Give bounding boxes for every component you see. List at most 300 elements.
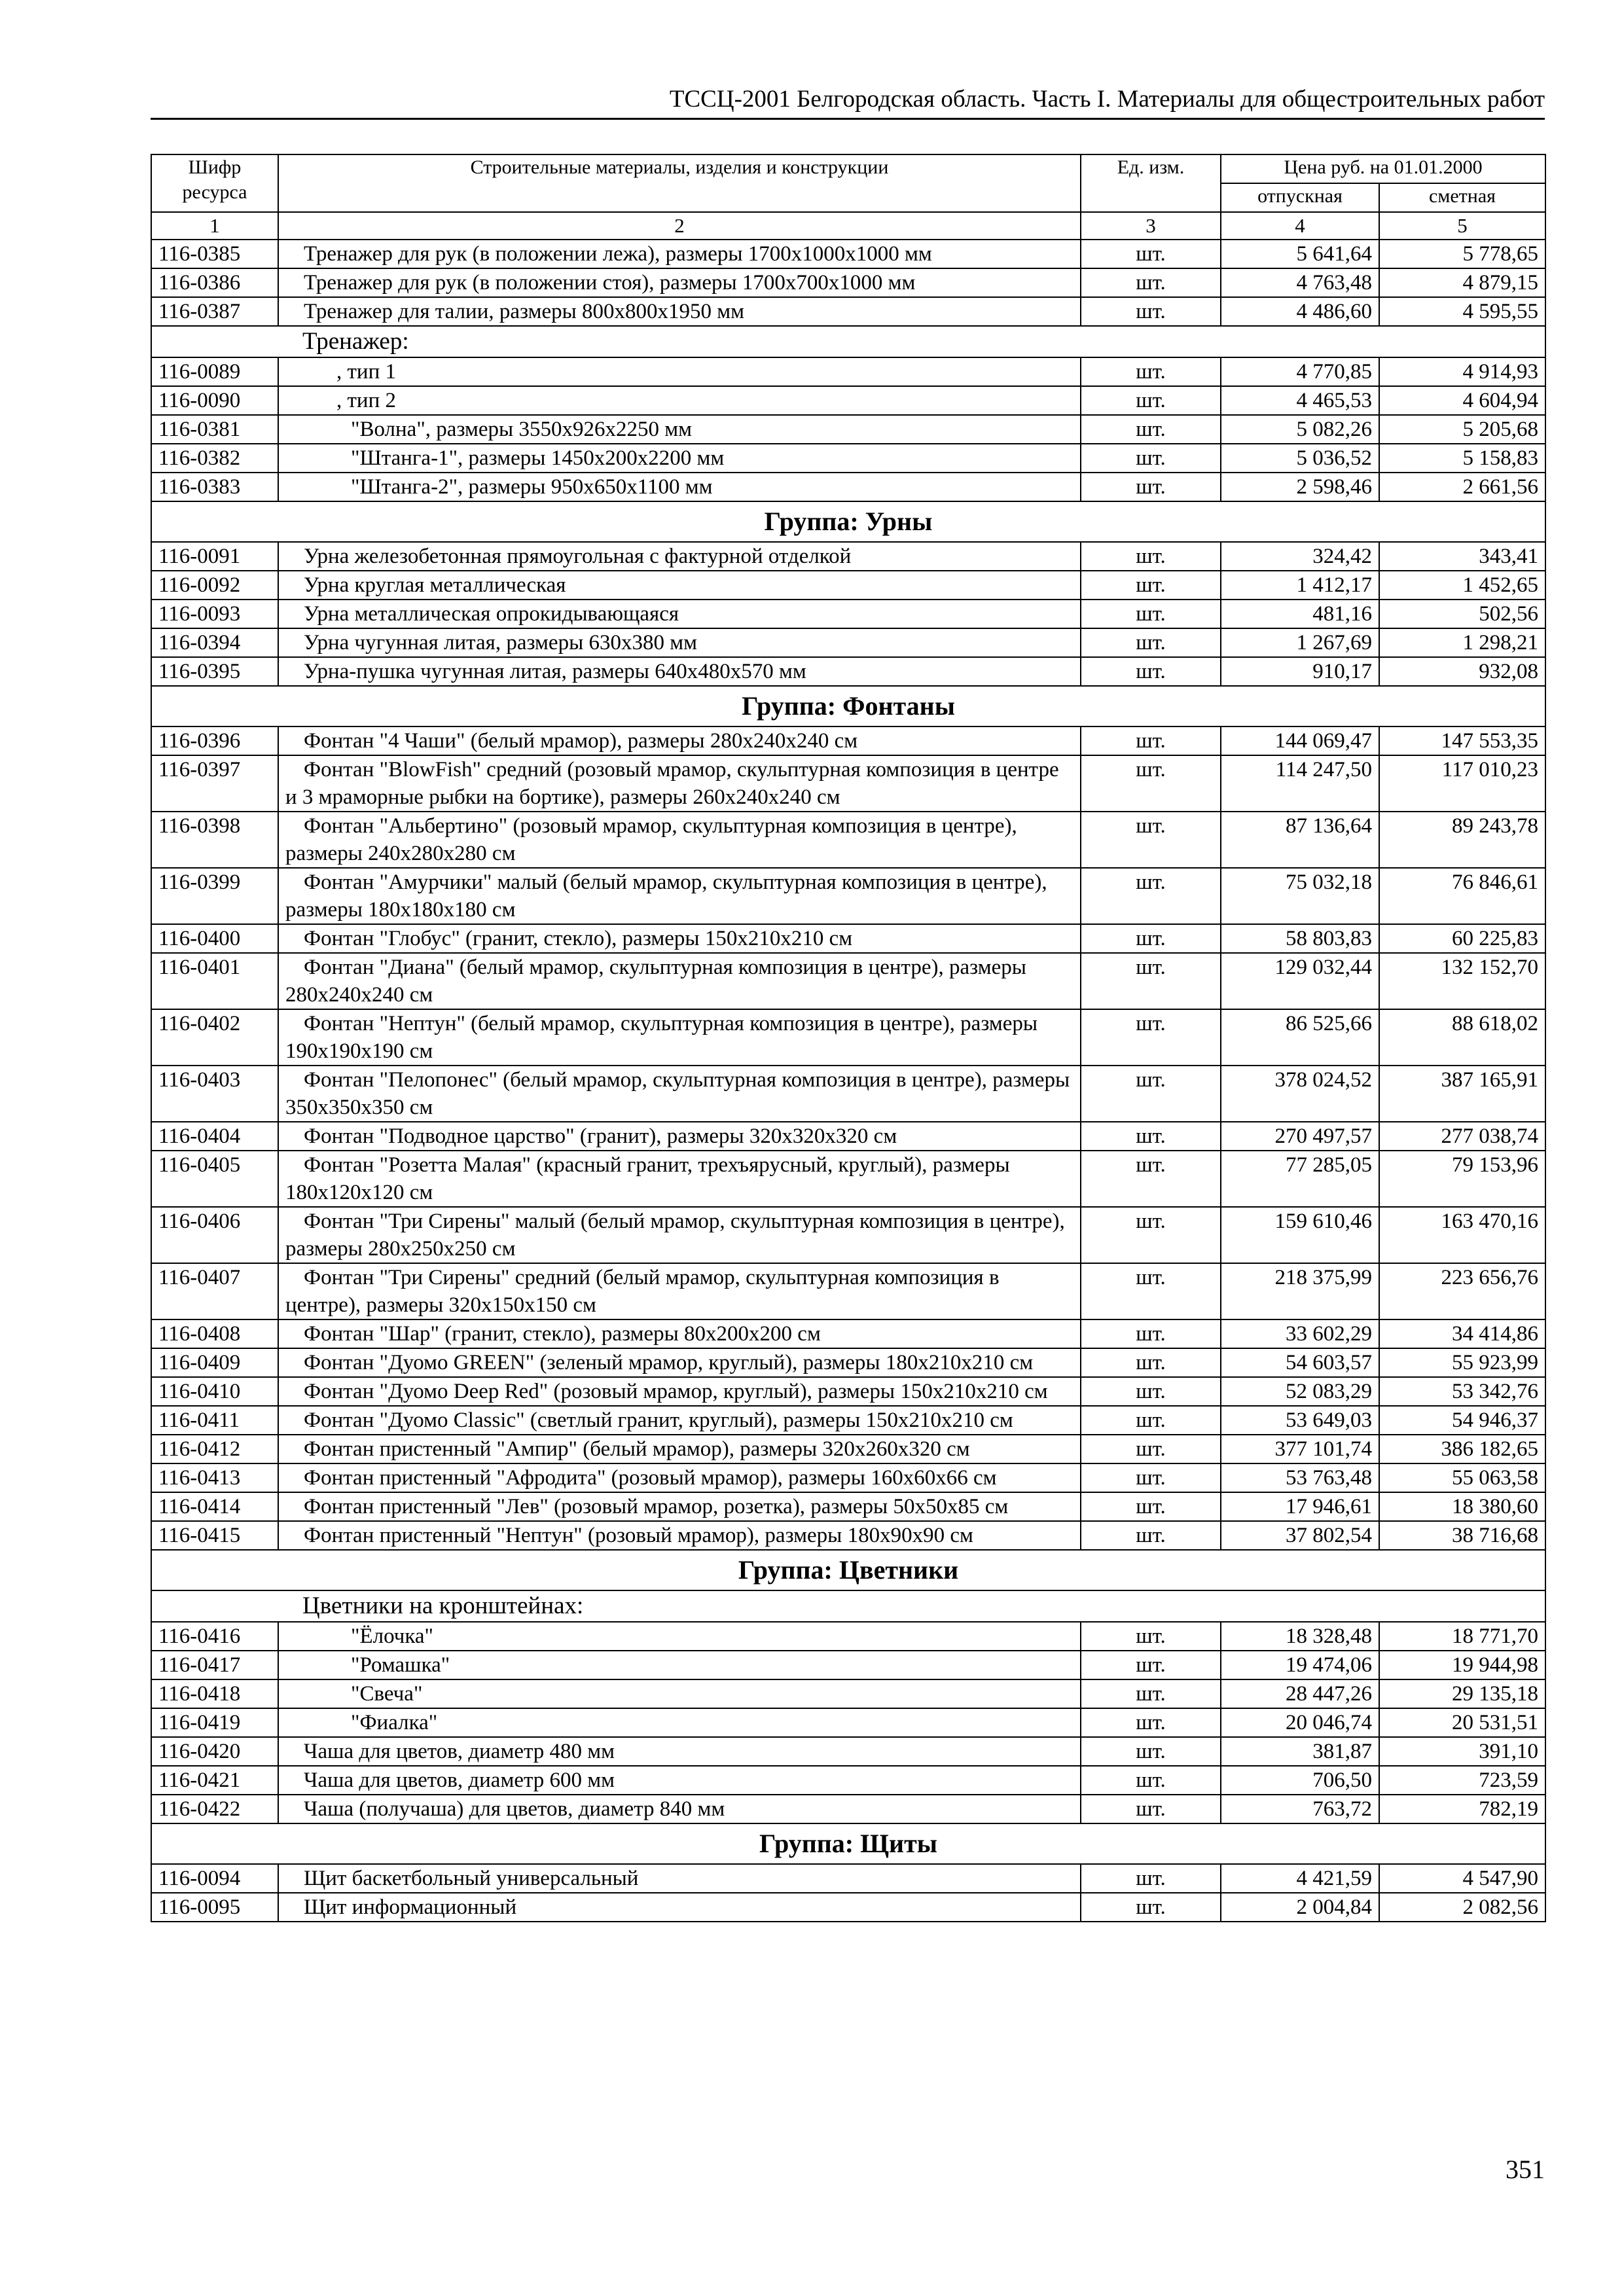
price-estimate: 132 152,70 <box>1379 953 1545 1009</box>
item-description-text: Фонтан "Глобус" (гранит, стекло), размеры 150x210x210 см <box>304 927 853 950</box>
unit-cell: шт. <box>1081 953 1221 1009</box>
price-wholesale: 52 083,29 <box>1221 1377 1379 1406</box>
item-description-text: Тренажер для рук (в положении лежа), размеры 1700x1000x1000 мм <box>304 242 932 266</box>
price-wholesale: 33 602,29 <box>1221 1319 1379 1348</box>
price-wholesale: 144 069,47 <box>1221 726 1379 755</box>
price-wholesale: 706,50 <box>1221 1766 1379 1795</box>
table-row <box>151 1122 1545 1151</box>
header-title: ТССЦ-2001 Белгородская область. Часть I. Материалы для общестроительных работ <box>669 86 1545 113</box>
unit-cell: шт. <box>1081 1122 1221 1151</box>
item-description-text: Тренажер для рук (в положении стоя), размеры 1700x700x1000 мм <box>304 271 916 295</box>
resource-code: 116-0401 <box>151 953 278 1009</box>
table-row <box>151 600 1545 628</box>
col-number: 1 <box>151 212 278 240</box>
item-description-text: Урна металлическая опрокидывающаяся <box>304 602 679 626</box>
price-estimate: 391,10 <box>1379 1737 1545 1766</box>
item-description <box>278 357 1081 386</box>
price-wholesale: 53 649,03 <box>1221 1406 1379 1435</box>
unit-cell: шт. <box>1081 1864 1221 1893</box>
item-description <box>278 1463 1081 1492</box>
item-description <box>278 953 1081 1009</box>
resource-code: 116-0385 <box>151 240 278 268</box>
item-description-text: Фонтан "Нептун" (белый мрамор, скульптурная композиция в центре), размеры 190x190x190 см <box>285 1012 1038 1063</box>
item-description <box>278 924 1081 953</box>
col-header-estimate: сметная <box>1379 183 1545 212</box>
resource-code: 116-0418 <box>151 1679 278 1708</box>
unit-cell: шт. <box>1081 1348 1221 1377</box>
price-wholesale: 4 486,60 <box>1221 297 1379 326</box>
table-row <box>151 268 1545 297</box>
resource-code: 116-0416 <box>151 1622 278 1651</box>
price-wholesale: 58 803,83 <box>1221 924 1379 953</box>
resource-code: 116-0383 <box>151 473 278 501</box>
item-description <box>278 240 1081 268</box>
item-description-text: Чаша (получаша) для цветов, диаметр 840 мм <box>304 1797 725 1821</box>
unit-cell: шт. <box>1081 240 1221 268</box>
unit-cell: шт. <box>1081 571 1221 600</box>
resource-code: 116-0407 <box>151 1263 278 1319</box>
price-estimate: 4 604,94 <box>1379 386 1545 415</box>
resource-code: 116-0415 <box>151 1521 278 1550</box>
table-row <box>151 868 1545 924</box>
resource-code: 116-0405 <box>151 1151 278 1207</box>
resource-code: 116-0398 <box>151 812 278 868</box>
item-description-text: Фонтан "Дуомо Classic" (светлый гранит, круглый), размеры 150x210x210 см <box>304 1408 1013 1432</box>
item-description-text: Фонтан пристенный "Лев" (розовый мрамор, розетка), размеры 50x50x85 см <box>304 1495 1009 1518</box>
price-estimate: 53 342,76 <box>1379 1377 1545 1406</box>
item-description <box>278 1622 1081 1651</box>
table-row <box>151 1795 1545 1823</box>
price-wholesale: 910,17 <box>1221 657 1379 686</box>
item-description <box>278 1492 1081 1521</box>
resource-code: 116-0095 <box>151 1893 278 1922</box>
item-description <box>278 1122 1081 1151</box>
resource-code: 116-0400 <box>151 924 278 953</box>
price-estimate: 5 778,65 <box>1379 240 1545 268</box>
item-description <box>278 1263 1081 1319</box>
item-description <box>278 1348 1081 1377</box>
item-description <box>278 571 1081 600</box>
unit-cell: шт. <box>1081 268 1221 297</box>
group-title: Группа: Щиты <box>151 1823 1545 1864</box>
table-row <box>151 571 1545 600</box>
unit-cell: шт. <box>1081 1622 1221 1651</box>
item-description <box>278 1864 1081 1893</box>
unit-cell: шт. <box>1081 812 1221 868</box>
item-description-text: "Штанга-1", размеры 1450x200x2200 мм <box>351 446 725 470</box>
table-row <box>151 415 1545 444</box>
price-estimate: 2 661,56 <box>1379 473 1545 501</box>
item-description-text: "Фиалка" <box>351 1711 438 1734</box>
table-row <box>151 1893 1545 1922</box>
price-wholesale: 5 082,26 <box>1221 415 1379 444</box>
col-header-name: Строительные материалы, изделия и конструкции <box>278 154 1081 212</box>
item-description-text: Урна круглая металлическая <box>304 573 566 597</box>
item-description <box>278 1766 1081 1795</box>
unit-cell: шт. <box>1081 755 1221 812</box>
item-description <box>278 297 1081 326</box>
unit-cell: шт. <box>1081 297 1221 326</box>
price-estimate: 20 531,51 <box>1379 1708 1545 1737</box>
price-wholesale: 75 032,18 <box>1221 868 1379 924</box>
price-estimate: 18 771,70 <box>1379 1622 1545 1651</box>
col-number: 4 <box>1221 212 1379 240</box>
unit-cell: шт. <box>1081 357 1221 386</box>
table-row <box>151 1492 1545 1521</box>
table-row <box>151 1463 1545 1492</box>
table-row <box>151 726 1545 755</box>
price-estimate: 55 063,58 <box>1379 1463 1545 1492</box>
price-estimate: 4 547,90 <box>1379 1864 1545 1893</box>
unit-cell: шт. <box>1081 1521 1221 1550</box>
price-wholesale: 19 474,06 <box>1221 1651 1379 1679</box>
price-wholesale: 1 412,17 <box>1221 571 1379 600</box>
unit-cell: шт. <box>1081 1679 1221 1708</box>
item-description-text: Чаша для цветов, диаметр 480 мм <box>304 1740 615 1763</box>
price-estimate: 502,56 <box>1379 600 1545 628</box>
subgroup-row <box>151 1590 1545 1622</box>
unit-cell: шт. <box>1081 600 1221 628</box>
table-body <box>151 240 1545 1922</box>
table-row <box>151 1521 1545 1550</box>
col-number: 5 <box>1379 212 1545 240</box>
item-description <box>278 268 1081 297</box>
header-rule <box>151 118 1545 120</box>
price-estimate: 343,41 <box>1379 542 1545 571</box>
resource-code: 116-0409 <box>151 1348 278 1377</box>
col-header-wholesale: отпускная <box>1221 183 1379 212</box>
resource-code: 116-0421 <box>151 1766 278 1795</box>
resource-code: 116-0387 <box>151 297 278 326</box>
price-estimate: 163 470,16 <box>1379 1207 1545 1263</box>
resource-code: 116-0090 <box>151 386 278 415</box>
item-description <box>278 1377 1081 1406</box>
price-wholesale: 159 610,46 <box>1221 1207 1379 1263</box>
col-header-price: Цена руб. на 01.01.2000 <box>1221 154 1545 183</box>
unit-cell: шт. <box>1081 444 1221 473</box>
price-wholesale: 28 447,26 <box>1221 1679 1379 1708</box>
resource-code: 116-0410 <box>151 1377 278 1406</box>
unit-cell: шт. <box>1081 473 1221 501</box>
price-estimate: 79 153,96 <box>1379 1151 1545 1207</box>
unit-cell: шт. <box>1081 1406 1221 1435</box>
unit-cell: шт. <box>1081 1263 1221 1319</box>
price-wholesale: 114 247,50 <box>1221 755 1379 812</box>
price-estimate: 277 038,74 <box>1379 1122 1545 1151</box>
unit-cell: шт. <box>1081 924 1221 953</box>
item-description-text: Щит баскетбольный универсальный <box>304 1867 639 1890</box>
item-description-text: Фонтан "Подводное царство" (гранит), размеры 320x320x320 см <box>304 1124 897 1148</box>
resource-code: 116-0403 <box>151 1066 278 1122</box>
group-title: Группа: Фонтаны <box>151 686 1545 726</box>
col-number: 2 <box>278 212 1081 240</box>
group-row <box>151 1823 1545 1864</box>
price-estimate: 723,59 <box>1379 1766 1545 1795</box>
col-number: 3 <box>1081 212 1221 240</box>
price-wholesale: 77 285,05 <box>1221 1151 1379 1207</box>
price-table <box>151 154 1546 1922</box>
resource-code: 116-0414 <box>151 1492 278 1521</box>
item-description <box>278 444 1081 473</box>
resource-code: 116-0408 <box>151 1319 278 1348</box>
unit-cell: шт. <box>1081 868 1221 924</box>
resource-code: 116-0422 <box>151 1795 278 1823</box>
price-wholesale: 378 024,52 <box>1221 1066 1379 1122</box>
col-header-unit: Ед. изм. <box>1081 154 1221 212</box>
item-description <box>278 628 1081 657</box>
item-description-text: "Штанга-2", размеры 950x650x1100 мм <box>351 475 713 499</box>
unit-cell: шт. <box>1081 1708 1221 1737</box>
unit-cell: шт. <box>1081 726 1221 755</box>
price-wholesale: 37 802,54 <box>1221 1521 1379 1550</box>
price-wholesale: 18 328,48 <box>1221 1622 1379 1651</box>
unit-cell: шт. <box>1081 1795 1221 1823</box>
item-description <box>278 1009 1081 1066</box>
item-description <box>278 1679 1081 1708</box>
table-row <box>151 1207 1545 1263</box>
price-estimate: 117 010,23 <box>1379 755 1545 812</box>
item-description-text: Фонтан "Дуомо Deep Red" (розовый мрамор, круглый), размеры 150x210x210 см <box>304 1380 1048 1403</box>
price-estimate: 88 618,02 <box>1379 1009 1545 1066</box>
running-header <box>151 84 1545 119</box>
resource-code: 116-0094 <box>151 1864 278 1893</box>
unit-cell: шт. <box>1081 628 1221 657</box>
item-description-text: "Ёлочка" <box>351 1624 433 1648</box>
table-row <box>151 1263 1545 1319</box>
table-row <box>151 1737 1545 1766</box>
item-description-text: Фонтан "Диана" (белый мрамор, скульптурная композиция в центре), размеры 280x240x240 см <box>285 956 1026 1007</box>
resource-code: 116-0091 <box>151 542 278 571</box>
price-wholesale: 377 101,74 <box>1221 1435 1379 1463</box>
resource-code: 116-0092 <box>151 571 278 600</box>
price-estimate: 76 846,61 <box>1379 868 1545 924</box>
price-wholesale: 4 421,59 <box>1221 1864 1379 1893</box>
price-wholesale: 2 598,46 <box>1221 473 1379 501</box>
price-estimate: 4 914,93 <box>1379 357 1545 386</box>
price-estimate: 55 923,99 <box>1379 1348 1545 1377</box>
price-wholesale: 4 763,48 <box>1221 268 1379 297</box>
item-description-text: Фонтан "Дуомо GREEN" (зеленый мрамор, круглый), размеры 180x210x210 см <box>304 1351 1034 1374</box>
item-description-text: Урна железобетонная прямоугольная с фактурной отделкой <box>304 545 852 568</box>
table-header <box>151 154 1545 240</box>
item-description-text: "Ромашка" <box>351 1653 450 1677</box>
table-row <box>151 628 1545 657</box>
item-description-text: Фонтан "Розетта Малая" (красный гранит, трехъярусный, круглый), размеры 180x120x120 см <box>285 1153 1010 1204</box>
table-row <box>151 657 1545 686</box>
price-estimate: 4 879,15 <box>1379 268 1545 297</box>
resource-code: 116-0089 <box>151 357 278 386</box>
unit-cell: шт. <box>1081 415 1221 444</box>
item-description <box>278 473 1081 501</box>
resource-code: 116-0381 <box>151 415 278 444</box>
group-row <box>151 686 1545 726</box>
table-row <box>151 1708 1545 1737</box>
item-description-text: "Свеча" <box>351 1682 423 1706</box>
resource-code: 116-0382 <box>151 444 278 473</box>
table-row <box>151 1377 1545 1406</box>
price-estimate: 782,19 <box>1379 1795 1545 1823</box>
item-description <box>278 600 1081 628</box>
item-description <box>278 542 1081 571</box>
table-row <box>151 1009 1545 1066</box>
item-description-text: Фонтан "Три Сирены" средний (белый мрамор, скульптурная композиция в центре), размеры 320x150x150 см <box>285 1266 1000 1317</box>
item-description <box>278 386 1081 415</box>
table-row <box>151 1319 1545 1348</box>
subgroup-row <box>151 326 1545 357</box>
resource-code: 116-0411 <box>151 1406 278 1435</box>
item-description <box>278 868 1081 924</box>
table-row <box>151 1864 1545 1893</box>
item-description-text: Щит информационный <box>304 1895 517 1919</box>
table-row <box>151 357 1545 386</box>
resource-code: 116-0413 <box>151 1463 278 1492</box>
unit-cell: шт. <box>1081 1492 1221 1521</box>
price-estimate: 386 182,65 <box>1379 1435 1545 1463</box>
price-estimate: 60 225,83 <box>1379 924 1545 953</box>
item-description-text: Фонтан пристенный "Афродита" (розовый мрамор), размеры 160x60x66 см <box>304 1466 997 1490</box>
item-description-text: Фонтан "Альбертино" (розовый мрамор, скульптурная композиция в центре), размеры 240x280x280 см <box>285 814 1017 865</box>
price-wholesale: 86 525,66 <box>1221 1009 1379 1066</box>
item-description <box>278 1151 1081 1207</box>
group-title: Группа: Цветники <box>151 1550 1545 1590</box>
item-description-text: Фонтан "BlowFish" средний (розовый мрамор, скульптурная композиция в центре и 3 мраморные рыбки на бортике), размеры 260x240x240 см <box>285 758 1059 809</box>
unit-cell: шт. <box>1081 1893 1221 1922</box>
item-description <box>278 1066 1081 1122</box>
item-description <box>278 726 1081 755</box>
resource-code: 116-0419 <box>151 1708 278 1737</box>
price-wholesale: 381,87 <box>1221 1737 1379 1766</box>
item-description <box>278 1319 1081 1348</box>
price-wholesale: 218 375,99 <box>1221 1263 1379 1319</box>
item-description-text: , тип 2 <box>336 389 396 412</box>
price-estimate: 29 135,18 <box>1379 1679 1545 1708</box>
item-description <box>278 1795 1081 1823</box>
price-wholesale: 20 046,74 <box>1221 1708 1379 1737</box>
resource-code: 116-0399 <box>151 868 278 924</box>
unit-cell: шт. <box>1081 1463 1221 1492</box>
subgroup-title: Тренажер: <box>151 326 1545 357</box>
item-description-text: Урна чугунная литая, размеры 630x380 мм <box>304 631 698 655</box>
price-wholesale: 2 004,84 <box>1221 1893 1379 1922</box>
item-description-text: Фонтан пристенный "Ампир" (белый мрамор), размеры 320x260x320 см <box>304 1437 970 1461</box>
price-wholesale: 53 763,48 <box>1221 1463 1379 1492</box>
table-row <box>151 1348 1545 1377</box>
table-row <box>151 953 1545 1009</box>
item-description <box>278 1521 1081 1550</box>
unit-cell: шт. <box>1081 1207 1221 1263</box>
item-description <box>278 812 1081 868</box>
price-estimate: 19 944,98 <box>1379 1651 1545 1679</box>
unit-cell: шт. <box>1081 657 1221 686</box>
item-description <box>278 1708 1081 1737</box>
price-wholesale: 54 603,57 <box>1221 1348 1379 1377</box>
price-estimate: 89 243,78 <box>1379 812 1545 868</box>
item-description-text: Фонтан "4 Чаши" (белый мрамор), размеры 280x240x240 см <box>304 729 858 753</box>
unit-cell: шт. <box>1081 1066 1221 1122</box>
price-estimate: 4 595,55 <box>1379 297 1545 326</box>
unit-cell: шт. <box>1081 1766 1221 1795</box>
price-estimate: 2 082,56 <box>1379 1893 1545 1922</box>
item-description <box>278 1893 1081 1922</box>
item-description-text: Фонтан "Шар" (гранит, стекло), размеры 80x200x200 см <box>304 1322 821 1346</box>
col-header-code: Шифр ресурса <box>151 154 278 212</box>
item-description-text: Тренажер для талии, размеры 800x800x1950 мм <box>304 300 745 323</box>
price-estimate: 387 165,91 <box>1379 1066 1545 1122</box>
price-estimate: 147 553,35 <box>1379 726 1545 755</box>
item-description-text: "Волна", размеры 3550x926x2250 мм <box>351 418 692 441</box>
price-estimate: 1 298,21 <box>1379 628 1545 657</box>
item-description-text: Фонтан "Три Сирены" малый (белый мрамор, скульптурная композиция в центре), размеры 280x250x250 см <box>285 1210 1065 1261</box>
resource-code: 116-0412 <box>151 1435 278 1463</box>
price-estimate: 1 452,65 <box>1379 571 1545 600</box>
unit-cell: шт. <box>1081 1009 1221 1066</box>
table-row <box>151 1679 1545 1708</box>
price-wholesale: 4 465,53 <box>1221 386 1379 415</box>
item-description-text: Урна-пушка чугунная литая, размеры 640x480x570 мм <box>304 660 806 683</box>
group-row <box>151 1550 1545 1590</box>
unit-cell: шт. <box>1081 386 1221 415</box>
table-row <box>151 755 1545 812</box>
item-description <box>278 1651 1081 1679</box>
table-row <box>151 386 1545 415</box>
unit-cell: шт. <box>1081 1737 1221 1766</box>
price-estimate: 34 414,86 <box>1379 1319 1545 1348</box>
resource-code: 116-0404 <box>151 1122 278 1151</box>
resource-code: 116-0397 <box>151 755 278 812</box>
resource-code: 116-0093 <box>151 600 278 628</box>
price-wholesale: 763,72 <box>1221 1795 1379 1823</box>
resource-code: 116-0417 <box>151 1651 278 1679</box>
price-estimate: 223 656,76 <box>1379 1263 1545 1319</box>
table-row <box>151 1435 1545 1463</box>
subgroup-title: Цветники на кронштейнах: <box>151 1590 1545 1622</box>
price-wholesale: 5 036,52 <box>1221 444 1379 473</box>
table-row <box>151 1406 1545 1435</box>
unit-cell: шт. <box>1081 1435 1221 1463</box>
item-description <box>278 657 1081 686</box>
table-row <box>151 542 1545 571</box>
item-description-text: Фонтан "Амурчики" малый (белый мрамор, скульптурная композиция в центре), размеры 180x180x180 см <box>285 870 1047 922</box>
unit-cell: шт. <box>1081 1651 1221 1679</box>
price-wholesale: 324,42 <box>1221 542 1379 571</box>
price-wholesale: 129 032,44 <box>1221 953 1379 1009</box>
resource-code: 116-0394 <box>151 628 278 657</box>
price-wholesale: 1 267,69 <box>1221 628 1379 657</box>
price-estimate: 5 205,68 <box>1379 415 1545 444</box>
group-title: Группа: Урны <box>151 501 1545 542</box>
item-description-text: Фонтан пристенный "Нептун" (розовый мрамор), размеры 180x90x90 см <box>304 1524 973 1547</box>
item-description-text: , тип 1 <box>336 360 396 384</box>
item-description-text: Чаша для цветов, диаметр 600 мм <box>304 1768 615 1792</box>
item-description <box>278 1406 1081 1435</box>
item-description <box>278 755 1081 812</box>
price-estimate: 38 716,68 <box>1379 1521 1545 1550</box>
resource-code: 116-0406 <box>151 1207 278 1263</box>
price-wholesale: 481,16 <box>1221 600 1379 628</box>
price-wholesale: 4 770,85 <box>1221 357 1379 386</box>
table-row <box>151 444 1545 473</box>
table-row <box>151 1622 1545 1651</box>
table-row <box>151 924 1545 953</box>
price-wholesale: 5 641,64 <box>1221 240 1379 268</box>
table-row <box>151 297 1545 326</box>
table-row <box>151 240 1545 268</box>
table-row <box>151 1766 1545 1795</box>
resource-code: 116-0420 <box>151 1737 278 1766</box>
table-row <box>151 473 1545 501</box>
item-description <box>278 415 1081 444</box>
unit-cell: шт. <box>1081 542 1221 571</box>
